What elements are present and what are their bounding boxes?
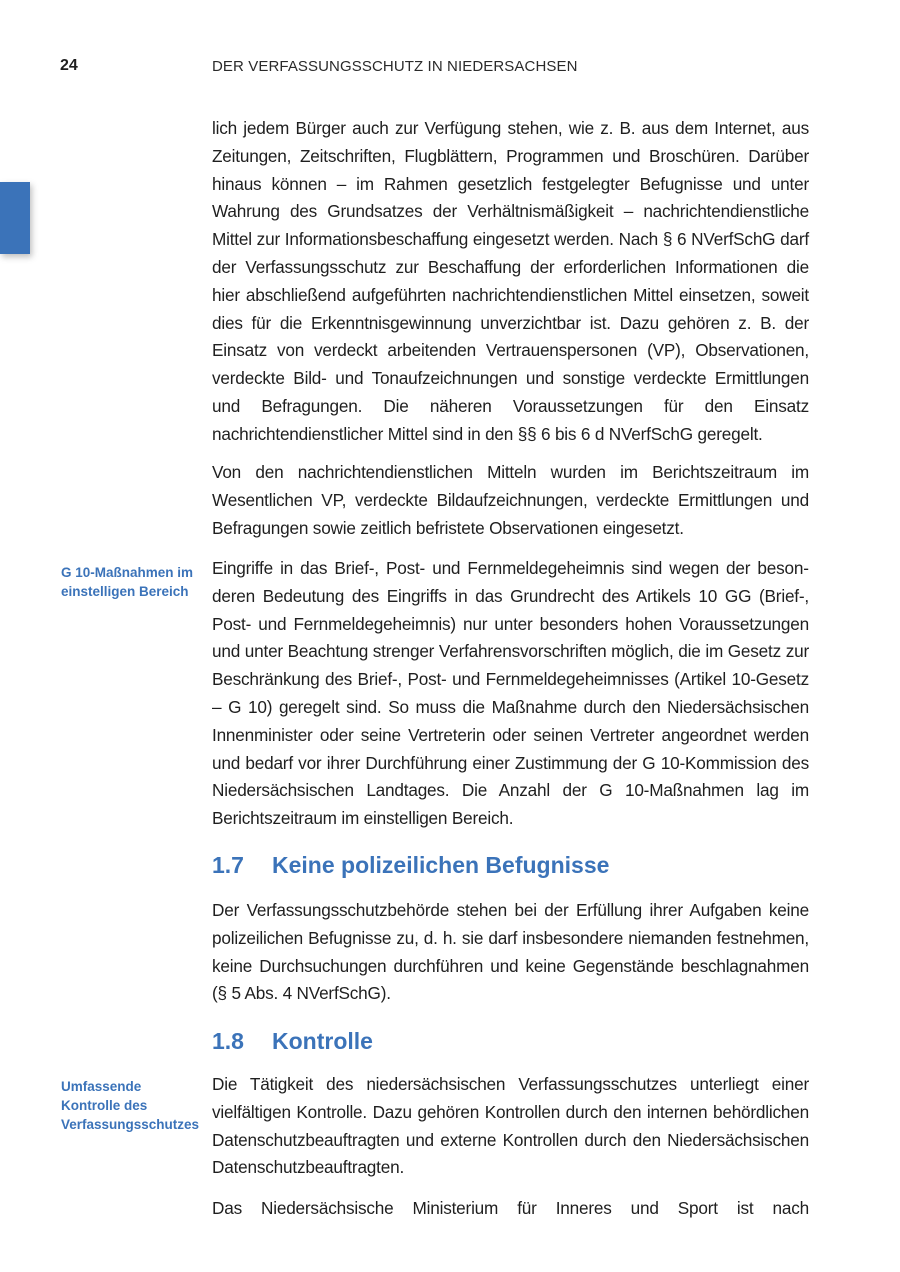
paragraph-means-used — [212, 459, 809, 542]
running-header-title: DER VERFASSUNGSSCHUTZ IN NIEDERSACHSEN — [212, 58, 578, 75]
section-number: 1.7 — [212, 852, 244, 878]
section-heading-1-8 — [212, 1028, 373, 1055]
paragraph-text: Die Tätigkeit des niedersächsischen Verfassungsschutzes unterliegt einer vielfältigen Kontrolle. Dazu gehören Kontrollen durch den internen behördlichen Datenschutzbeauftragten und externe Kontrollen durch den Niedersächsischen Datenschutzbeauftragten. — [212, 1074, 809, 1178]
margin-note-g10: G 10-Maßnahmen im einstelligen Bereich — [61, 565, 194, 599]
section-title: Kontrolle — [272, 1028, 373, 1054]
paragraph-intelligence-means — [212, 115, 809, 449]
paragraph-control — [212, 1071, 809, 1182]
paragraph-text: lich jedem Bürger auch zur Verfügung stehen, wie z. B. aus dem Internet, aus Zeitungen, Zeitschriften, Flugblättern, Programmen und Broschüren. Darüber hinaus können – im Rahmen gesetzlich festgelegter Befugnisse und unter Wahrung des Grundsatzes der Verhältnismäßigkeit – nachrichtendienstliche Mittel zur Informationsbeschaffung eingesetzt werden. Nach § 6 NVerfSchG darf der Verfassungsschutz zur Beschaffung der erforderlichen Informationen die hier abschließend aufgeführten nachrichtendienstlichen Mittel einsetzen, soweit dies für die Erkenntnisgewinnung unverzichtbar ist. Dazu gehören z. B. der Einsatz von verdeckt arbeitenden Vertrauenspersonen (VP), Observationen, verdeckte Bild- und Tonaufzeichnungen und sonstige verdeckte Ermittlungen und Befragungen. Die näheren Voraussetzungen für den Einsatz nachrichtendienstlicher Mittel sind in den §§ 6 bis 6 d NVerfSchG geregelt. — [212, 118, 809, 444]
paragraph-text: Der Verfassungsschutzbehörde stehen bei der Erfüllung ihrer Aufgaben keine polizeilichen Befugnisse zu, d. h. sie darf insbesondere niemanden festnehmen, keine Durchsuchungen durchführen und keine Gegenstände beschlagnahmen (§ 5 Abs. 4 NVerfSchG). — [212, 900, 809, 1004]
paragraph-text: Von den nachrichtendienstlichen Mitteln wurden im Berichtszeitraum im Wesentlichen VP, verdeckte Bildaufzeichnungen, verdeckte Ermittlungen und Befragungen sowie zeitlich befristete Observationen eingesetzt. — [212, 462, 809, 538]
paragraph-no-police-powers — [212, 897, 809, 1008]
section-heading-1-7 — [212, 852, 609, 879]
section-number: 1.8 — [212, 1028, 244, 1054]
margin-note-kontrolle: Umfassende Kontrolle des Verfassungsschutzes — [61, 1079, 200, 1132]
paragraph-text: Das Niedersächsische Ministerium für Inneres und Sport ist nach — [212, 1198, 809, 1218]
paragraph-g10 — [212, 555, 809, 833]
paragraph-ministry — [212, 1195, 809, 1223]
page-number: 24 — [60, 57, 78, 74]
section-title: Keine polizeilichen Befugnisse — [272, 852, 610, 878]
chapter-tab-marker — [0, 182, 30, 254]
paragraph-text: Eingriffe in das Brief-, Post- und Fernmeldegeheimnis sind wegen der besonderen Bedeutung des Eingriffs in das Grundrecht des Artikels 10 GG (Brief-, Post- und Fernmeldegeheimnis) nur unter besonders hohen Voraussetzungen und unter Beachtung strenger Verfahrensvorschriften möglich, die im Gesetz zur Beschränkung des Brief-, Post- und Fernmeldegeheimnisses (Artikel 10-Gesetz – G 10) geregelt sind. So muss die Maßnahme durch den Niedersächsischen Innenminister oder seine Vertreterin oder seinen Vertreter angeordnet werden und bedarf vor ihrer Durchführung einer Zustimmung der G 10-Kommission des Niedersächsischen Landtages. Die Anzahl der G 10-Maßnahmen lag im Berichtszeitraum im einstelligen Bereich. — [212, 558, 809, 829]
